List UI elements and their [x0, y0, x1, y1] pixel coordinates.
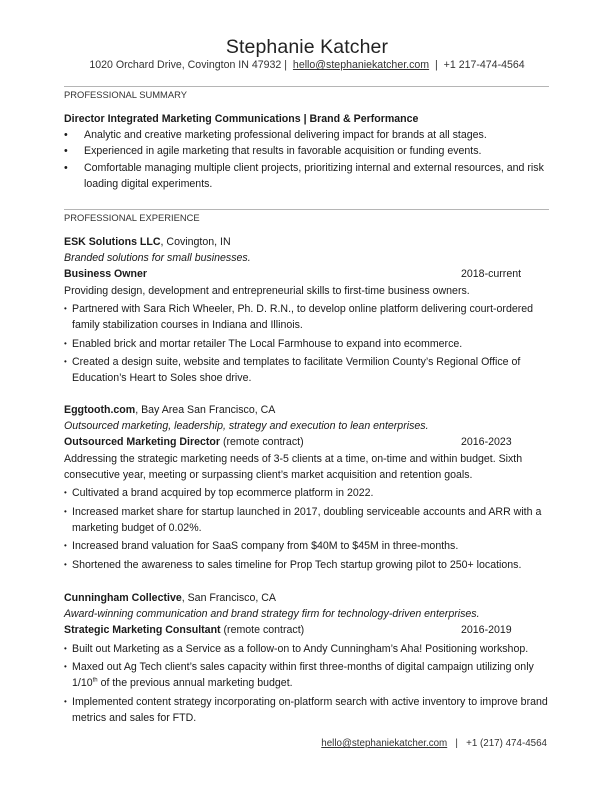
- job-entry: [64, 590, 550, 726]
- company-name: Cunningham Collective: [64, 592, 182, 604]
- summary-block: [64, 111, 550, 192]
- separator: |: [455, 738, 458, 749]
- role-title: Outsourced Marketing Director: [64, 436, 220, 449]
- role-note: (remote contract): [220, 624, 305, 637]
- company-tagline: Branded solutions for small businesses.: [64, 252, 251, 265]
- role-dates: 2016-2023: [461, 436, 512, 449]
- section-divider: [64, 86, 549, 87]
- job-bullets: [64, 641, 550, 726]
- separator: |: [435, 59, 438, 71]
- bullet-text: Maxed out Ag Tech client’s sales capacity within first three-months of digital campaign utilizing only 1/10: [72, 661, 534, 690]
- candidate-name: Stephanie Katcher: [225, 36, 389, 58]
- list-item: [64, 659, 550, 691]
- job-entry: [64, 402, 550, 573]
- role-title: Business Owner: [64, 268, 148, 281]
- list-item: • Increased market share for startup launched in 2017, doubling serviceable accounts and ARR with a marketing budget of 0.02%.: [64, 504, 550, 536]
- list-item: • Experienced in agile marketing that results in favorable acquisition or funding events.: [64, 143, 550, 159]
- company-name: ESK Solutions LLC: [64, 236, 161, 248]
- summary-bullets: [64, 127, 550, 192]
- list-item: • Built out Marketing as a Service as a follow-on to Andy Cunningham’s Aha! Positioning workshop.: [64, 641, 550, 657]
- company-tagline: Award-winning communication and brand strategy firm for technology-driven enterprises.: [64, 608, 480, 621]
- role-note: (remote contract): [220, 436, 304, 449]
- summary-headline: Director Integrated Marketing Communications | Brand & Performance: [64, 113, 419, 125]
- company-tagline: Outsourced marketing, leadership, strategy and execution to lean enterprises.: [64, 420, 429, 433]
- address: 1020 Orchard Drive, Covington IN 47932: [89, 59, 282, 71]
- footer-contact: [64, 738, 547, 749]
- separator: |: [284, 59, 288, 71]
- role-dates: 2018-current: [461, 268, 522, 281]
- company-location: , Bay Area San Francisco, CA: [135, 404, 276, 416]
- bullet-text: of the previous annual marketing budget.: [97, 677, 293, 690]
- email-link[interactable]: hello@stephaniekatcher.com: [292, 59, 430, 71]
- role-description: Addressing the strategic marketing needs of 3-5 clients at a time, on-time and within budget. Sixth consecutive year, meeting or surpassing client’s market acquisition and retention goals.: [64, 452, 523, 481]
- section-divider: [64, 209, 549, 210]
- company-name: Eggtooth.com: [64, 404, 136, 416]
- list-item: • Analytic and creative marketing professional delivering impact for brands at all stages.: [64, 127, 550, 143]
- role-title: Strategic Marketing Consultant: [64, 624, 221, 637]
- list-item: • Created a design suite, website and templates to facilitate Vermilion County’s Regional Office of Education’s Heart to Soles shoe drive.: [64, 354, 550, 386]
- role-dates: 2016-2019: [461, 624, 512, 637]
- list-item: • Shortened the awareness to sales timeline for Prop Tech startup growing pilot to 250+ locations.: [64, 557, 550, 573]
- footer-email-link[interactable]: hello@stephaniekatcher.com: [321, 738, 448, 749]
- role-line: [64, 622, 550, 638]
- job-bullets: [64, 301, 550, 386]
- role-line: [64, 434, 550, 450]
- list-item: • Partnered with Sara Rich Wheeler, Ph. D. R.N., to develop online platform delivering court-ordered family stabilization courses in Indiana and Illinois.: [64, 301, 550, 333]
- list-item: • Enabled brick and mortar retailer The Local Farmhouse to expand into ecommerce.: [64, 336, 550, 352]
- list-item: • Implemented content strategy incorporating on-platform search with active inventory to improve brand metrics and sales for FTD.: [64, 694, 550, 726]
- company-line: [64, 402, 550, 418]
- company-line: [64, 234, 550, 250]
- footer-phone: +1 (217) 474-4564: [466, 738, 547, 749]
- section-label-summary: PROFESSIONAL SUMMARY: [64, 89, 187, 100]
- list-item: • Increased brand valuation for SaaS company from $40M to $45M in three-months.: [64, 538, 550, 554]
- list-item: • Cultivated a brand acquired by top ecommerce platform in 2022.: [64, 485, 550, 501]
- phone: +1 217-474-4564: [443, 59, 525, 71]
- role-line: [64, 266, 550, 282]
- company-location: , Covington, IN: [160, 236, 231, 248]
- contact-line: [64, 59, 550, 71]
- job-entry: [64, 234, 550, 386]
- role-description: Providing design, development and entrepreneurial skills to first-time business owners.: [64, 284, 470, 297]
- ordinal-suffix: th: [92, 677, 98, 684]
- job-bullets: [64, 485, 550, 573]
- company-line: [64, 590, 550, 606]
- list-item: • Comfortable managing multiple client projects, prioritizing internal and external resources, and risk loading digital experiments.: [64, 160, 550, 192]
- company-location: , San Francisco, CA: [181, 592, 276, 604]
- section-label-experience: PROFESSIONAL EXPERIENCE: [64, 212, 200, 223]
